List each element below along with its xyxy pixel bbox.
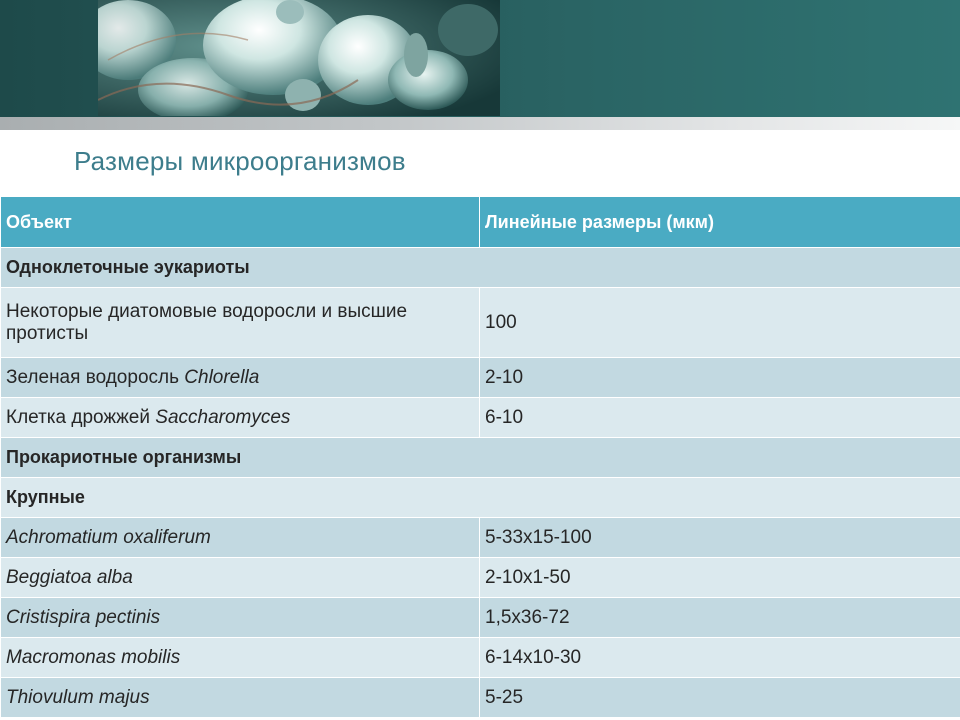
section-label: Одноклеточные эукариоты xyxy=(1,248,960,288)
row-object: Thiovulum majus xyxy=(1,678,480,718)
table-row xyxy=(1,358,960,398)
table-row xyxy=(1,678,960,718)
size-table xyxy=(0,196,960,718)
table-section-row xyxy=(1,248,960,288)
table-row xyxy=(1,598,960,638)
row-object: Beggiatoa alba xyxy=(1,558,480,598)
row-size: 2-10 xyxy=(480,358,960,398)
header-banner xyxy=(0,0,960,117)
table-row xyxy=(1,558,960,598)
row-object: Cristispira pectinis xyxy=(1,598,480,638)
table-section-row xyxy=(1,478,960,518)
table-row xyxy=(1,518,960,558)
table-section-row xyxy=(1,438,960,478)
table-row xyxy=(1,638,960,678)
microorganism-photo xyxy=(98,0,500,116)
row-object xyxy=(1,398,480,438)
row-object-species: Chlorella xyxy=(184,366,260,388)
row-object-prefix: Клетка дрожжей xyxy=(6,406,156,428)
header-stripe xyxy=(0,117,960,130)
table-header-row xyxy=(1,197,960,248)
row-object-prefix: Зеленая водоросль xyxy=(6,366,185,388)
row-object xyxy=(1,358,480,398)
page-title: Размеры микроорганизмов xyxy=(74,146,406,176)
table-row xyxy=(1,398,960,438)
row-object: Macromonas mobilis xyxy=(1,638,480,678)
row-size: 6-10 xyxy=(480,398,960,438)
row-size: 100 xyxy=(480,288,960,358)
row-size: 6-14x10-30 xyxy=(480,638,960,678)
row-size: 5-25 xyxy=(480,678,960,718)
table-row xyxy=(1,288,960,358)
row-size: 5-33x15-100 xyxy=(480,518,960,558)
row-size: 1,5x36-72 xyxy=(480,598,960,638)
row-size: 2-10x1-50 xyxy=(480,558,960,598)
section-label: Крупные xyxy=(1,478,960,518)
section-label: Прокариотные организмы xyxy=(1,438,960,478)
row-object: Некоторые диатомовые водоросли и высшие протисты xyxy=(1,288,480,358)
row-object: Achromatium oxaliferum xyxy=(1,518,480,558)
column-header-size: Линейные размеры (мкм) xyxy=(480,197,960,248)
column-header-object: Объект xyxy=(1,197,480,248)
row-object-species: Saccharomyces xyxy=(155,406,291,428)
